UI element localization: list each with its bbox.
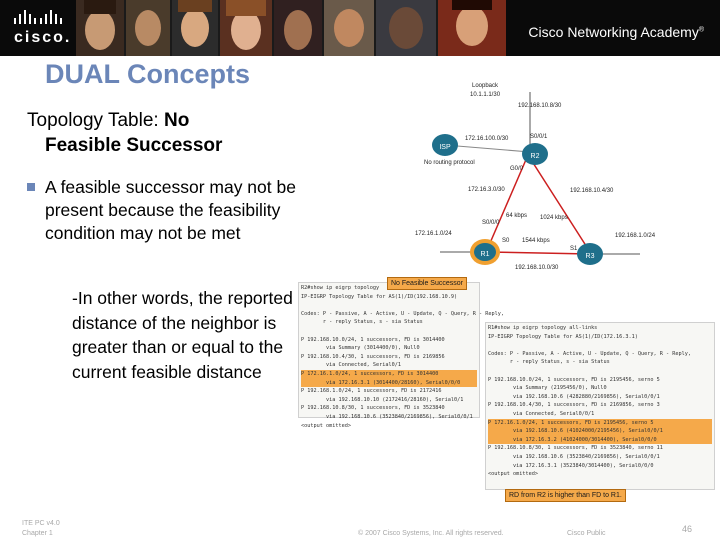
cisco-bars-icon bbox=[14, 10, 70, 24]
label-net-r3: 192.168.1.0/24 bbox=[615, 233, 656, 239]
cli-line: via 192.168.10.6 (3523840/2169856), Serial0/0/1 bbox=[488, 453, 660, 460]
label-net-top: 192.168.10.8/30 bbox=[518, 103, 562, 109]
router-r3-label: R3 bbox=[585, 253, 595, 260]
cli-line: P 192.168.10.8/30, 1 successors, FD is 3523840 bbox=[301, 405, 445, 412]
label-bw-r2r3: 1024 kbps bbox=[540, 215, 568, 221]
academy-brand bbox=[528, 24, 704, 40]
link-r1-r3 bbox=[487, 252, 590, 254]
label-net-r1: 172.16.1.0/24 bbox=[415, 231, 452, 237]
footer-course: ITE PC v4.0 bbox=[22, 520, 60, 527]
router-isp-icon bbox=[432, 134, 458, 156]
label-bw-r1r2: 64 kbps bbox=[506, 213, 528, 219]
cli-line bbox=[301, 301, 477, 310]
cli-line: r - reply Status, s - sia Status bbox=[488, 359, 610, 366]
face-6-icon bbox=[324, 0, 374, 56]
slide-title: DUAL Concepts bbox=[45, 59, 251, 89]
subtitle-prefix: Topology Table: bbox=[27, 110, 164, 131]
face-3-icon bbox=[172, 0, 218, 56]
router-r3-icon bbox=[577, 243, 603, 265]
face-2-icon bbox=[126, 0, 170, 56]
footer-copyright: © 2007 Cisco Systems, Inc. All rights reserved. bbox=[358, 530, 504, 537]
cli-line: P 192.168.10.4/30, 1 successors, FD is 2169856 bbox=[301, 353, 445, 360]
label-loopback-addr: 10.1.1.1/30 bbox=[470, 92, 501, 98]
cli-line: via 192.168.10.10 (2172416/28160), Serial0/1 bbox=[301, 396, 464, 403]
cli-line: via 172.16.3.1 (3014400/28160), Serial0/0/0 bbox=[301, 379, 477, 388]
bullet-text: A feasible successor may not be present because the feasibility condition may not be met bbox=[45, 177, 296, 243]
label-g00: G0/0 bbox=[510, 166, 524, 172]
academy-tm: ® bbox=[698, 26, 704, 34]
cli-line bbox=[488, 367, 712, 376]
router-r2-icon bbox=[522, 143, 548, 165]
label-bw-r1r3: 1544 kbps bbox=[522, 238, 550, 244]
cli-line bbox=[488, 341, 712, 350]
student-photos bbox=[76, 0, 506, 56]
cli-line bbox=[301, 327, 477, 336]
subtitle-bold-1: No bbox=[163, 110, 190, 131]
cli-line: r - reply Status, s - sia Status bbox=[301, 319, 423, 326]
face-8-icon bbox=[438, 0, 506, 56]
bullet-square-icon bbox=[27, 183, 35, 191]
cli-line: Codes: P - Passive, A - Active, U - Update, Q - Query, R - Reply, bbox=[301, 310, 505, 317]
face-7-icon bbox=[376, 0, 436, 56]
footer-chapter: Chapter 1 bbox=[22, 530, 53, 537]
label-net-r1r2: 172.16.3.0/30 bbox=[468, 187, 505, 193]
topology-diagram bbox=[410, 72, 710, 282]
cli-line: P 192.168.1.0/24, 1 successors, FD is 2172416 bbox=[301, 388, 442, 395]
cli-line: via Summary (3014400/0), Null0 bbox=[301, 345, 420, 352]
router-isp-label: ISP bbox=[439, 144, 451, 151]
cli-line: P 172.16.1.0/24, 1 successors, FD is 3014400 bbox=[301, 370, 477, 379]
router-r1-icon bbox=[470, 239, 500, 265]
cli-line: P 192.168.10.8/30, 1 successors, FD is 3523840, serno 11 bbox=[488, 445, 663, 452]
cli-line: Codes: P - Passive, A - Active, U - Update, Q - Query, R - Reply, bbox=[488, 350, 692, 357]
face-4-icon bbox=[220, 0, 272, 56]
cli-line: via Connected, Serial0/0/1 bbox=[488, 410, 595, 417]
slide-subtitle bbox=[27, 108, 297, 158]
cli-line: R1#show ip eigrp topology all-links bbox=[488, 325, 598, 331]
cli-line: via 192.168.10.6 (41024000/2195456), Serial0/0/1 bbox=[488, 427, 712, 436]
subtitle-bold-2: Feasible Successor bbox=[45, 135, 223, 156]
cli-line: via 192.168.10.6 (3523840/2169856), Serial0/0/1 bbox=[301, 413, 473, 420]
face-1-icon bbox=[76, 0, 124, 56]
cli-line: P 192.168.10.0/24, 1 successors, FD is 3014400 bbox=[301, 336, 445, 343]
cli-line: R2#show ip eigrp topology bbox=[301, 285, 380, 291]
cli-line: IP-EIGRP Topology Table for AS(1)/ID(192.168.10.9) bbox=[301, 293, 458, 300]
rd-higher-callout: RD from R2 is higher than FD to R1. bbox=[505, 489, 626, 502]
header-banner bbox=[0, 0, 720, 56]
sub-bullet-text: -In other words, the reported distance of the neighbor is greater than or equal to the current feasible distance bbox=[72, 288, 293, 382]
cli-line: via 172.16.3.1 (3523840/3014400), Serial0/0/0 bbox=[488, 462, 654, 469]
footer-public: Cisco Public bbox=[567, 530, 606, 537]
label-loopback: Loopback bbox=[472, 83, 499, 89]
cli-output-r2 bbox=[298, 282, 505, 429]
label-s001: S0/0/1 bbox=[530, 134, 548, 140]
label-net-r1r3: 192.168.10.0/30 bbox=[515, 265, 559, 271]
cli-line: P 192.168.10.0/24, 1 successors, FD is 2195456, serno 5 bbox=[488, 376, 660, 383]
face-5-icon bbox=[274, 0, 322, 56]
cli-line: <output omitted> bbox=[488, 471, 538, 478]
cli-output-r1 bbox=[485, 322, 715, 490]
academy-text: Cisco Networking Academy bbox=[528, 24, 699, 40]
label-s000: S0/0/0 bbox=[482, 220, 500, 226]
label-s1: S1 bbox=[570, 246, 578, 252]
label-no-protocol: No routing protocol bbox=[424, 160, 475, 166]
no-feasible-successor-callout: No Feasible Successor bbox=[387, 277, 467, 290]
cli-line: P 172.16.1.0/24, 1 successors, FD is 2195456, serno 5 bbox=[488, 419, 712, 428]
cli-line: via 192.168.10.6 (4282880/2169856), Serial0/0/1 bbox=[488, 393, 660, 400]
cli-line: IP-EIGRP Topology Table for AS(1)/ID(172.16.3.1) bbox=[488, 333, 638, 340]
cisco-logo bbox=[12, 10, 72, 48]
footer-page-number: 46 bbox=[682, 524, 693, 534]
label-net-isp: 172.16.100.0/30 bbox=[465, 136, 509, 142]
cisco-wordmark: cisco. bbox=[14, 29, 72, 46]
label-s0: S0 bbox=[502, 238, 510, 244]
cli-line: <output omitted> bbox=[301, 422, 351, 429]
cli-line: via 172.16.3.2 (41024000/3014400), Serial0/0/0 bbox=[488, 436, 712, 445]
label-net-r2r3: 192.168.10.4/30 bbox=[570, 188, 614, 194]
cli-line: via Summary (2195456/0), Null0 bbox=[488, 385, 607, 392]
router-r2-label: R2 bbox=[530, 153, 540, 160]
cli-line: P 192.168.10.4/30, 1 successors, FD is 2169856, serno 3 bbox=[488, 402, 660, 409]
cli-line: via Connected, Serial0/1 bbox=[301, 362, 401, 369]
router-r1-label: R1 bbox=[480, 251, 490, 258]
